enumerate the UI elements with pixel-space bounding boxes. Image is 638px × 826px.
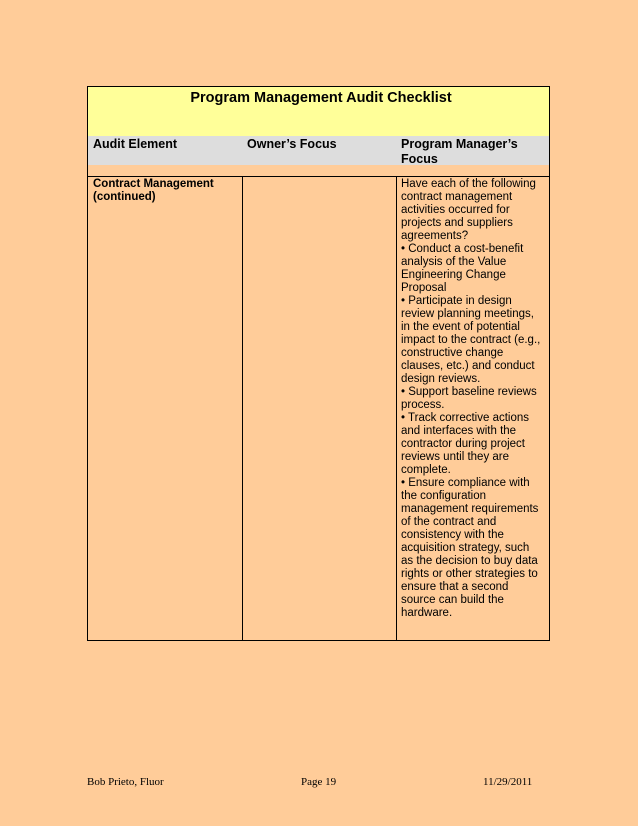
pm-focus-line: agreements?	[401, 230, 469, 242]
pm-focus-line: • Participate in design	[401, 295, 512, 307]
pm-focus-line: • Ensure compliance with	[401, 477, 530, 489]
pm-focus-line: source can build the	[401, 594, 504, 606]
audit-checklist-table	[87, 86, 550, 641]
pm-focus-line: complete.	[401, 464, 451, 476]
pm-focus-line: • Track corrective actions	[401, 412, 530, 424]
pm-focus-line: process.	[401, 399, 445, 411]
pm-focus-line: clauses, etc.) and conduct	[401, 360, 535, 372]
footer-date: 11/29/2011	[483, 776, 533, 788]
header-pm-focus: Program Manager’s Focus	[401, 137, 518, 166]
pm-focus-line: Engineering Change	[401, 269, 506, 281]
footer-author: Bob Prieto, Fluor	[87, 776, 164, 788]
pm-focus-line: the configuration	[401, 490, 487, 502]
cell-audit-element: Contract Management (continued)	[93, 178, 214, 203]
table-title: Program Management Audit Checklist	[190, 90, 452, 106]
pm-focus-line: • Support baseline reviews	[401, 386, 537, 398]
pm-focus-line: in the event of potential	[401, 321, 520, 333]
cell-pm-focus	[401, 178, 547, 620]
pm-focus-line: activities occurred for	[401, 204, 510, 216]
pm-focus-line: management requirements	[401, 503, 539, 515]
title-band	[88, 87, 549, 136]
pm-focus-line: analysis of the Value	[401, 256, 507, 268]
pm-focus-line: rights or other strategies to	[401, 568, 538, 580]
pm-focus-line: reviews until they are	[401, 451, 510, 463]
pm-focus-line: of the contract and	[401, 516, 497, 528]
pm-focus-line: and interfaces with the	[401, 425, 517, 437]
pm-focus-line: contract management	[401, 191, 513, 203]
pm-focus-line: projects and suppliers	[401, 217, 513, 229]
pm-focus-line: design reviews.	[401, 373, 481, 385]
header-separator	[88, 176, 549, 177]
header-audit-element: Audit Element	[93, 137, 178, 151]
footer-page-number: Page 19	[301, 776, 337, 788]
pm-focus-line: Proposal	[401, 282, 447, 294]
pm-focus-line: impact to the contract (e.g.,	[401, 334, 541, 346]
pm-focus-line: constructive change	[401, 347, 504, 359]
pm-focus-line: ensure that a second	[401, 581, 509, 593]
pm-focus-line: • Conduct a cost-benefit	[401, 243, 524, 255]
column-divider-2	[396, 176, 397, 640]
pm-focus-line: review planning meetings,	[401, 308, 534, 320]
pm-focus-line: hardware.	[401, 607, 453, 619]
pm-focus-line: Have each of the following	[401, 178, 536, 190]
header-owners-focus: Owner’s Focus	[247, 137, 337, 151]
column-divider-1	[242, 176, 243, 640]
pm-focus-line: acquisition strategy, such	[401, 542, 530, 554]
pm-focus-line: consistency with the	[401, 529, 504, 541]
pm-focus-line: contractor during project	[401, 438, 526, 450]
header-row	[88, 136, 549, 165]
pm-focus-line: as the decision to buy data	[401, 555, 538, 567]
